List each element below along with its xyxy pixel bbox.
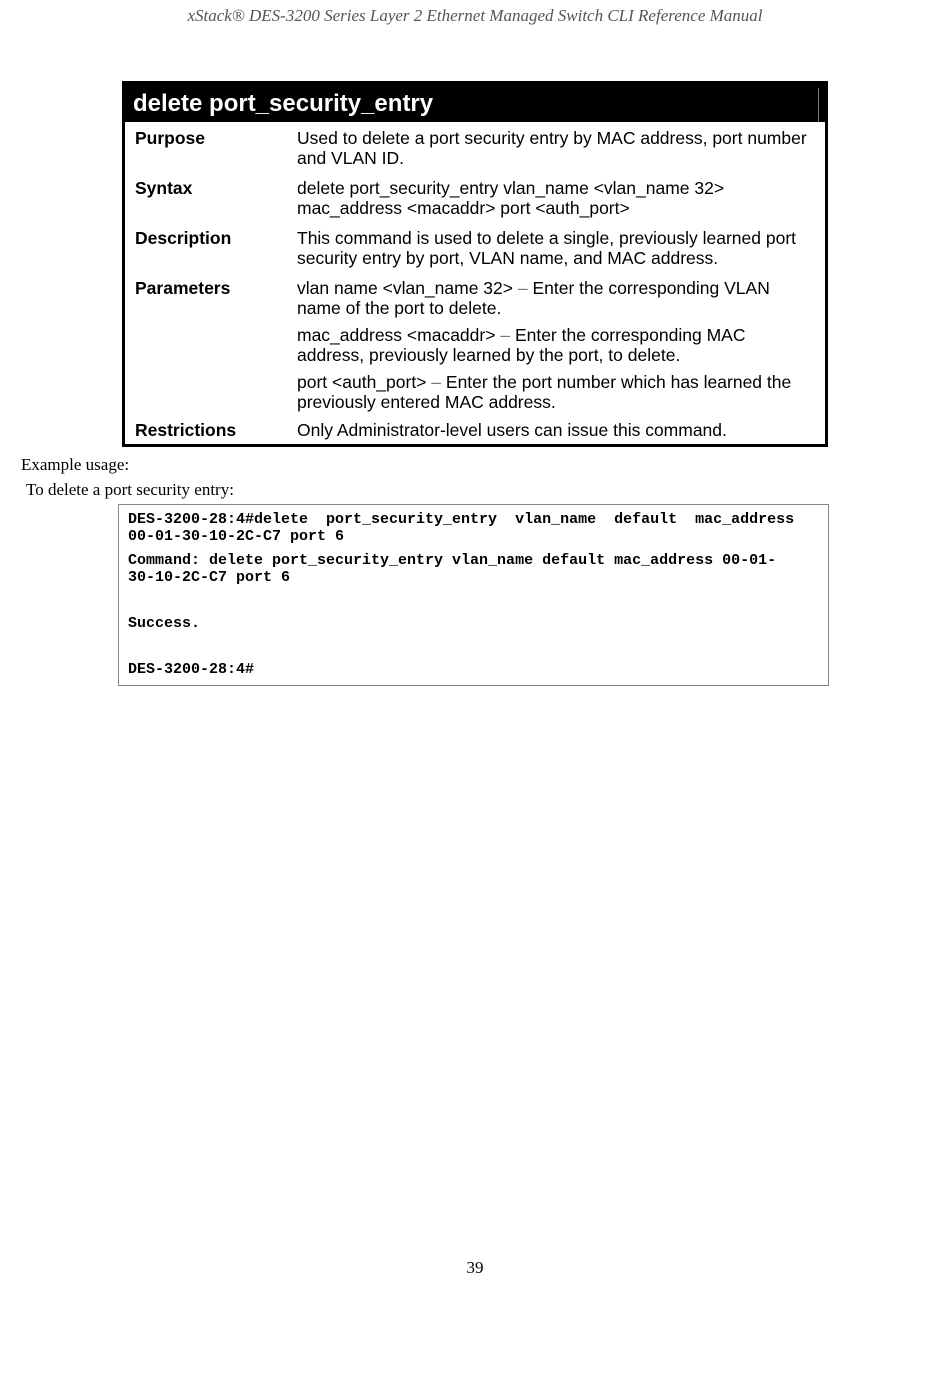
parameter-item: mac_address <macaddr> – Enter the corresponding MAC address, previously learned by the port, to delete.: [297, 325, 746, 365]
code-line: 00-01-30-10-2C-C7 port 6: [128, 528, 345, 545]
parameters-label: Parameters: [135, 278, 231, 298]
code-example-box: [118, 504, 829, 686]
parameters-row: [125, 275, 825, 419]
purpose-row: [125, 122, 825, 175]
parameter-text: Enter the port number which has learned the previously entered MAC address.: [297, 372, 792, 412]
description-row: [125, 225, 825, 275]
parameter-term: vlan name <vlan_name 32>: [297, 278, 513, 298]
page-number: 39: [466, 1258, 484, 1277]
parameter-text: Enter the corresponding MAC address, previously learned by the port, to delete.: [297, 325, 746, 365]
purpose-text: Used to delete a port security entry by MAC address, port number and VLAN ID.: [297, 128, 807, 168]
command-title: delete port_security_entry: [125, 84, 825, 122]
parameter-text: Enter the corresponding VLAN name of the port to delete.: [297, 278, 770, 318]
syntax-text: delete port_security_entry vlan_name <vlan_name 32> mac_address <macaddr> port <auth_port>: [297, 178, 725, 218]
restrictions-label: Restrictions: [135, 420, 237, 440]
code-line: DES-3200-28:4#: [128, 661, 255, 678]
code-line: DES-3200-28:4#delete port_security_entry vlan_name default mac_address: [128, 511, 795, 528]
parameter-term: port <auth_port>: [297, 372, 427, 392]
parameter-term: mac_address <macaddr>: [297, 325, 496, 345]
parameters-value: [297, 278, 815, 419]
syntax-row: [125, 175, 825, 225]
purpose-label: Purpose: [135, 128, 206, 148]
purpose-value: [297, 128, 815, 175]
description-label: Description: [135, 228, 232, 248]
restrictions-value: [297, 420, 815, 441]
parameter-item: port <auth_port> – Enter the port number which has learned the previously entered MAC address.: [297, 372, 792, 412]
parameter-item: vlan name <vlan_name 32> – Enter the corresponding VLAN name of the port to delete.: [297, 278, 770, 318]
command-table: [122, 81, 828, 447]
code-line: 30-10-2C-C7 port 6: [128, 569, 291, 586]
running-header: xStack® DES-3200 Series Layer 2 Ethernet Managed Switch CLI Reference Manual: [187, 6, 763, 25]
description-text: This command is used to delete a single, previously learned port security entry by port, VLAN name, and MAC address.: [297, 228, 797, 268]
syntax-value: [297, 178, 815, 225]
example-description: To delete a port security entry:: [26, 480, 234, 499]
code-line: Command: delete port_security_entry vlan_name default mac_address 00-01-: [128, 552, 777, 569]
code-line: Success.: [128, 615, 201, 632]
description-value: [297, 228, 815, 275]
restrictions-row: [125, 419, 825, 444]
syntax-label: Syntax: [135, 178, 193, 198]
example-label: Example usage:: [21, 455, 130, 474]
restrictions-text: Only Administrator-level users can issue this command.: [297, 420, 727, 440]
